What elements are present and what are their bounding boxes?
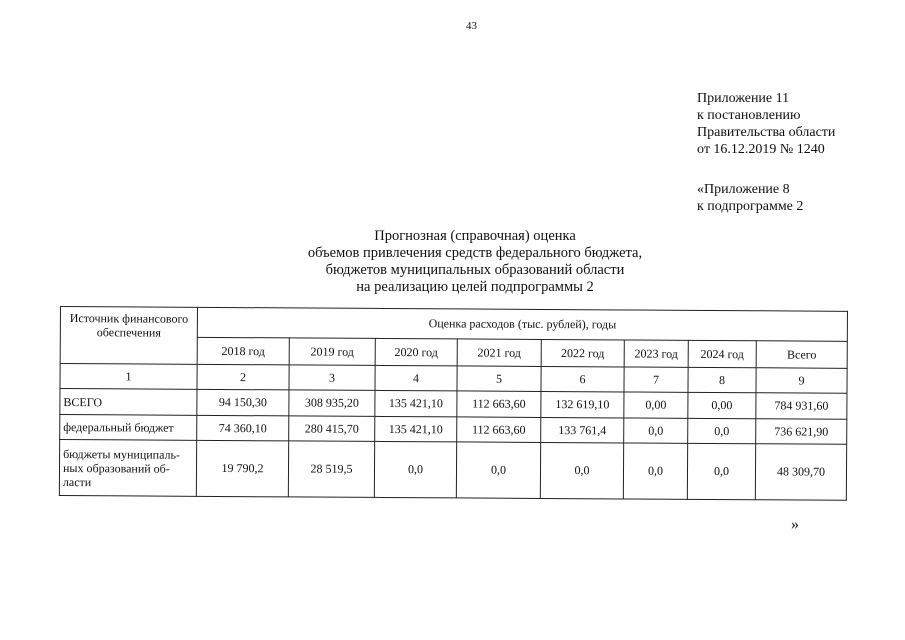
cell-value: 0,0 [624, 418, 688, 443]
appendix-line: от 16.12.2019 № 1240 [697, 142, 825, 157]
page-number: 43 [466, 20, 477, 32]
title-line: Прогнозная (справочная) оценка [374, 228, 576, 244]
funding-table-wrapper [59, 306, 848, 501]
header-year: 2019 год [289, 338, 375, 366]
cell-value: 280 415,70 [289, 416, 375, 442]
appendix-sub-line: «Приложение 8 [697, 182, 790, 197]
appendix-reference [697, 90, 835, 158]
header-year: 2020 год [375, 338, 457, 366]
header-year: 2023 год [624, 340, 688, 367]
row-label: ВСЕГО [60, 389, 197, 416]
title-line: на реализацию целей подпрограммы 2 [356, 279, 594, 295]
cell-value: 74 360,10 [197, 415, 289, 441]
cell-value: 0,0 [456, 442, 540, 499]
cell-value: 112 663,60 [457, 417, 541, 443]
column-number: 7 [624, 367, 688, 392]
cell-value: 94 150,30 [197, 389, 289, 416]
cell-value: 48 309,70 [755, 444, 846, 501]
header-group: Оценка расходов (тыс. рублей), годы [197, 307, 847, 341]
column-number: 3 [289, 365, 375, 391]
header-total: Всего [756, 341, 847, 369]
funding-table [59, 306, 848, 501]
appendix-line: Приложение 11 [697, 91, 790, 106]
column-number: 5 [457, 366, 541, 392]
header-year: 2024 год [688, 340, 756, 367]
title-line: объемов привлечения средств федерального бюджета, [307, 245, 643, 261]
cell-value: 28 519,5 [288, 441, 374, 498]
cell-value: 0,0 [687, 443, 755, 499]
row-label: бюджеты муниципаль-ных образований об-ласти [59, 440, 196, 497]
cell-value: 0,0 [688, 418, 756, 443]
cell-value: 112 663,60 [457, 391, 541, 418]
column-number: 6 [541, 366, 624, 392]
appendix-sub-line: к подпрограмме 2 [697, 199, 804, 214]
column-number: 4 [375, 365, 457, 391]
header-source: Источник финансового обеспечения [60, 307, 197, 365]
cell-value: 0,00 [624, 392, 688, 418]
column-number: 9 [756, 368, 847, 394]
cell-value: 308 935,20 [289, 390, 375, 417]
cell-value: 135 421,10 [375, 390, 457, 417]
cell-value: 132 619,10 [541, 391, 624, 418]
appendix-line: Правительства области [697, 125, 836, 140]
cell-value: 133 761,4 [541, 417, 624, 443]
cell-value: 19 790,2 [196, 440, 288, 497]
column-number: 1 [60, 364, 197, 390]
column-number: 2 [197, 364, 289, 390]
column-number: 8 [688, 367, 756, 392]
document-title [260, 228, 690, 296]
appendix-line: к постановлению [697, 108, 801, 123]
cell-value: 135 421,10 [375, 416, 457, 442]
header-year: 2018 год [197, 337, 289, 365]
cell-value: 736 621,90 [756, 419, 847, 445]
closing-quote: » [791, 516, 799, 533]
cell-value: 0,00 [688, 392, 756, 418]
header-year: 2022 год [541, 339, 624, 367]
cell-value: 0,0 [540, 442, 623, 499]
title-line: бюджетов муниципальных образований области [325, 262, 625, 278]
cell-value: 0,0 [623, 443, 687, 499]
row-label: федеральный бюджет [60, 415, 197, 441]
cell-value: 0,0 [374, 441, 456, 497]
cell-value: 784 931,60 [756, 393, 847, 420]
header-year: 2021 год [457, 339, 541, 367]
appendix-sub-reference [697, 181, 803, 215]
table-row [59, 440, 846, 501]
